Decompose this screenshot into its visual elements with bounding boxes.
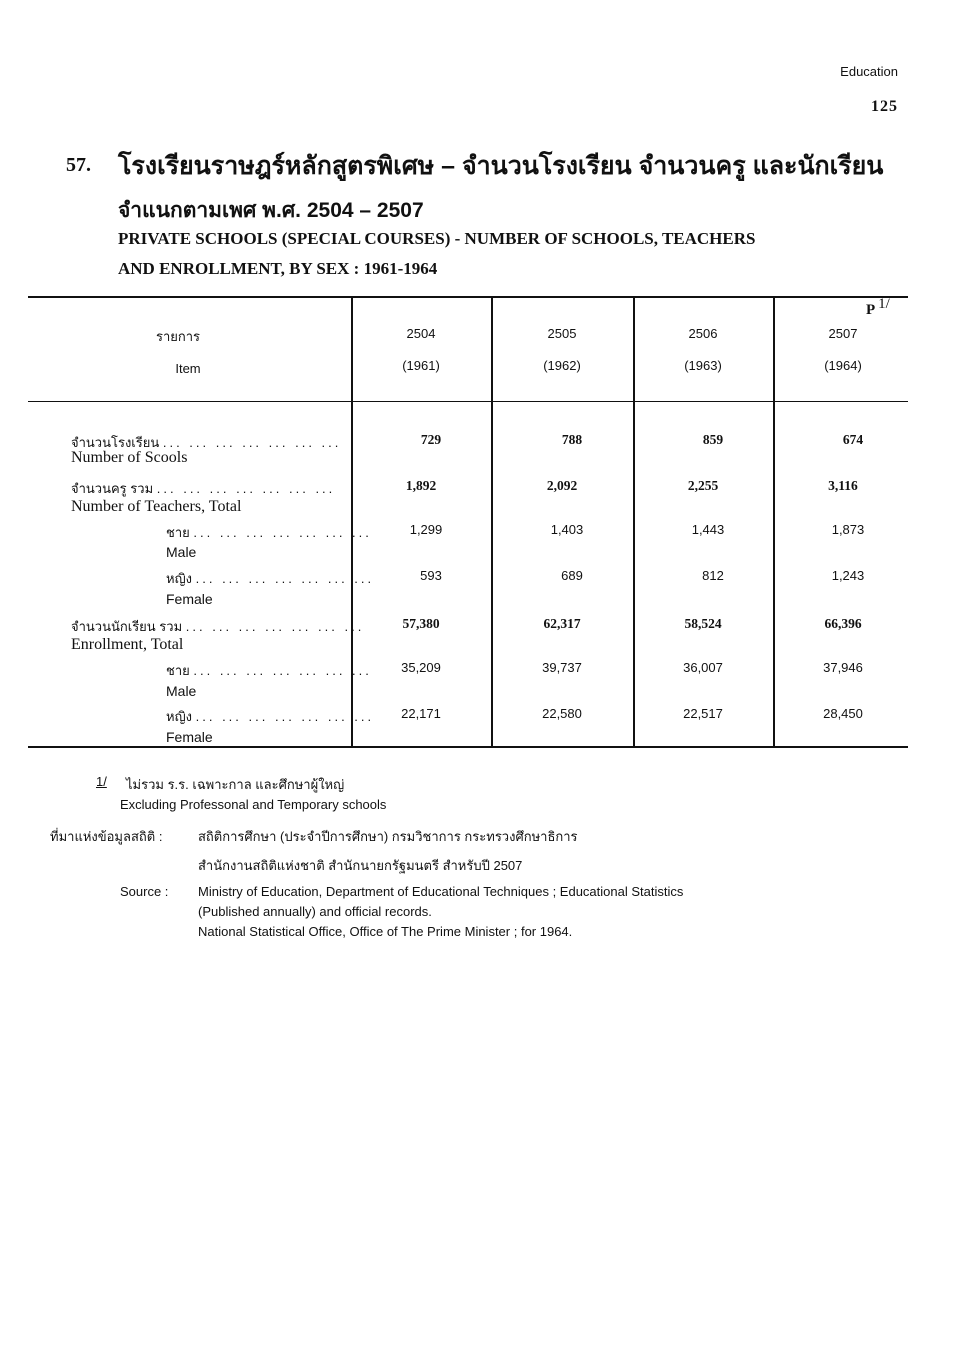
table-cell: 1,873 bbox=[831, 522, 865, 537]
year-ad-1962: (1962) bbox=[543, 358, 581, 373]
year-be-2505: 2505 bbox=[547, 326, 577, 341]
row-label-thai bbox=[166, 706, 374, 727]
year-be-2504: 2504 bbox=[406, 326, 436, 341]
row-label-thai bbox=[166, 568, 374, 589]
row-label-thai bbox=[71, 616, 364, 637]
column-divider bbox=[491, 298, 493, 746]
row-label-thai bbox=[71, 478, 335, 499]
source-thai-line1: สถิติการศึกษา (ประจำปีการศึกษา) กรมวิชาการ กระทรวงศึกษาธิการ bbox=[198, 829, 578, 844]
year-ad-1964: (1964) bbox=[824, 358, 862, 373]
title-english-line1: PRIVATE SCHOOLS (SPECIAL COURSES) - NUMBER OF SCHOOLS, TEACHERS bbox=[118, 229, 756, 248]
source-thai-line2: สำนักงานสถิติแห่งชาติ สำนักนายกรัฐมนตรี สำหรับปี 2507 bbox=[198, 858, 523, 873]
row-label-thai-text: ชาย bbox=[166, 663, 190, 678]
column-divider bbox=[773, 298, 775, 746]
source-label-english: Source : bbox=[120, 884, 169, 899]
row-label-thai bbox=[166, 522, 372, 543]
table-cell: 3,116 bbox=[828, 478, 858, 493]
table-cell: 1,403 bbox=[550, 522, 584, 537]
table-bottom-rule bbox=[28, 746, 908, 748]
column-divider bbox=[633, 298, 635, 746]
row-label-english: Male bbox=[166, 544, 197, 560]
table-cell: 39,737 bbox=[542, 660, 582, 675]
table-cell: 689 bbox=[561, 568, 583, 583]
source-english-line1: Ministry of Education, Department of Educational Techniques ; Educational Statistics bbox=[198, 884, 684, 899]
table-cell: 674 bbox=[842, 432, 864, 447]
leader-dots: ... ... ... ... ... ... ... bbox=[156, 481, 336, 496]
table-cell: 1,892 bbox=[405, 478, 437, 493]
title-thai-line1: โรงเรียนราษฎร์หลักสูตรพิเศษ – จำนวนโรงเรียน จำนวนครู และนักเรียน bbox=[118, 152, 884, 180]
table-cell: 729 bbox=[420, 432, 442, 447]
year-ad-1963: (1963) bbox=[684, 358, 722, 373]
row-label-thai-text: จำนวนครู รวม bbox=[71, 481, 154, 496]
leader-dots: ... ... ... ... ... ... ... bbox=[193, 525, 372, 540]
leader-dots: ... ... ... ... ... ... ... bbox=[185, 619, 365, 634]
title-thai-line2: จำแนกตามเพศ พ.ศ. 2504 – 2507 bbox=[118, 199, 424, 222]
leader-dots: ... ... ... ... ... ... ... bbox=[195, 571, 375, 586]
table-cell: 66,396 bbox=[824, 616, 862, 631]
preliminary-mark bbox=[866, 296, 890, 319]
source-english-line2: (Published annually) and official records. bbox=[198, 904, 432, 919]
year-be-2507: 2507 bbox=[828, 326, 858, 341]
row-label-thai bbox=[166, 660, 372, 681]
item-header-thai: รายการ bbox=[155, 329, 201, 344]
row-label-thai-text: จำนวนโรงเรียน bbox=[71, 435, 160, 450]
table-cell: 57,380 bbox=[402, 616, 440, 631]
row-label-thai-text: จำนวนนักเรียน รวม bbox=[71, 619, 183, 634]
table-top-rule bbox=[28, 296, 908, 298]
table-number: 57. bbox=[66, 154, 91, 176]
row-label-english: Female bbox=[166, 591, 213, 607]
row-label-english: Male bbox=[166, 683, 197, 699]
section-label: Education bbox=[840, 64, 898, 79]
title-english-line2: AND ENROLLMENT, BY SEX : 1961-1964 bbox=[118, 259, 438, 278]
footnote-thai: ไม่รวม ร.ร. เฉพาะกาล และศึกษาผู้ใหญ่ bbox=[126, 777, 345, 792]
row-label-english: Number of Scools bbox=[71, 449, 188, 466]
leader-dots: ... ... ... ... ... ... ... bbox=[195, 709, 375, 724]
table-cell: 37,946 bbox=[823, 660, 863, 675]
preliminary-note-ref: 1/ bbox=[878, 296, 890, 312]
table-cell: 58,524 bbox=[684, 616, 722, 631]
table-cell: 859 bbox=[702, 432, 724, 447]
table-cell: 788 bbox=[561, 432, 583, 447]
leader-dots: ... ... ... ... ... ... ... bbox=[162, 435, 342, 450]
leader-dots: ... ... ... ... ... ... ... bbox=[193, 663, 372, 678]
table-cell: 35,209 bbox=[401, 660, 441, 675]
row-label-english: Enrollment, Total bbox=[71, 636, 184, 653]
table-cell: 2,092 bbox=[546, 478, 578, 493]
source-label-thai: ที่มาแห่งข้อมูลสถิติ : bbox=[50, 829, 163, 844]
table-cell: 28,450 bbox=[823, 706, 863, 721]
item-header-english: Item bbox=[175, 361, 201, 376]
row-label-thai-text: ชาย bbox=[166, 525, 190, 540]
table-cell: 812 bbox=[702, 568, 724, 583]
page-number: 125 bbox=[871, 98, 898, 115]
table-cell: 22,517 bbox=[683, 706, 723, 721]
table-cell: 1,243 bbox=[831, 568, 865, 583]
table-cell: 22,171 bbox=[401, 706, 441, 721]
footnote-mark: 1/ bbox=[96, 774, 107, 789]
row-label-thai-text: หญิง bbox=[166, 571, 192, 586]
row-label-english: Number of Teachers, Total bbox=[71, 498, 242, 515]
table-cell: 2,255 bbox=[687, 478, 719, 493]
preliminary-letter: P bbox=[866, 302, 875, 318]
source-english-line3: National Statistical Office, Office of The Prime Minister ; for 1964. bbox=[198, 924, 573, 939]
table-cell: 22,580 bbox=[542, 706, 582, 721]
table-cell: 62,317 bbox=[543, 616, 581, 631]
table-cell: 593 bbox=[420, 568, 442, 583]
table-cell: 1,299 bbox=[409, 522, 443, 537]
footnote-english: Excluding Professonal and Temporary schools bbox=[120, 797, 387, 812]
header-bottom-rule bbox=[28, 401, 908, 402]
year-be-2506: 2506 bbox=[688, 326, 718, 341]
row-label-english: Female bbox=[166, 729, 213, 745]
table-cell: 36,007 bbox=[683, 660, 723, 675]
year-ad-1961: (1961) bbox=[402, 358, 440, 373]
table-cell: 1,443 bbox=[691, 522, 725, 537]
row-label-thai-text: หญิง bbox=[166, 709, 192, 724]
